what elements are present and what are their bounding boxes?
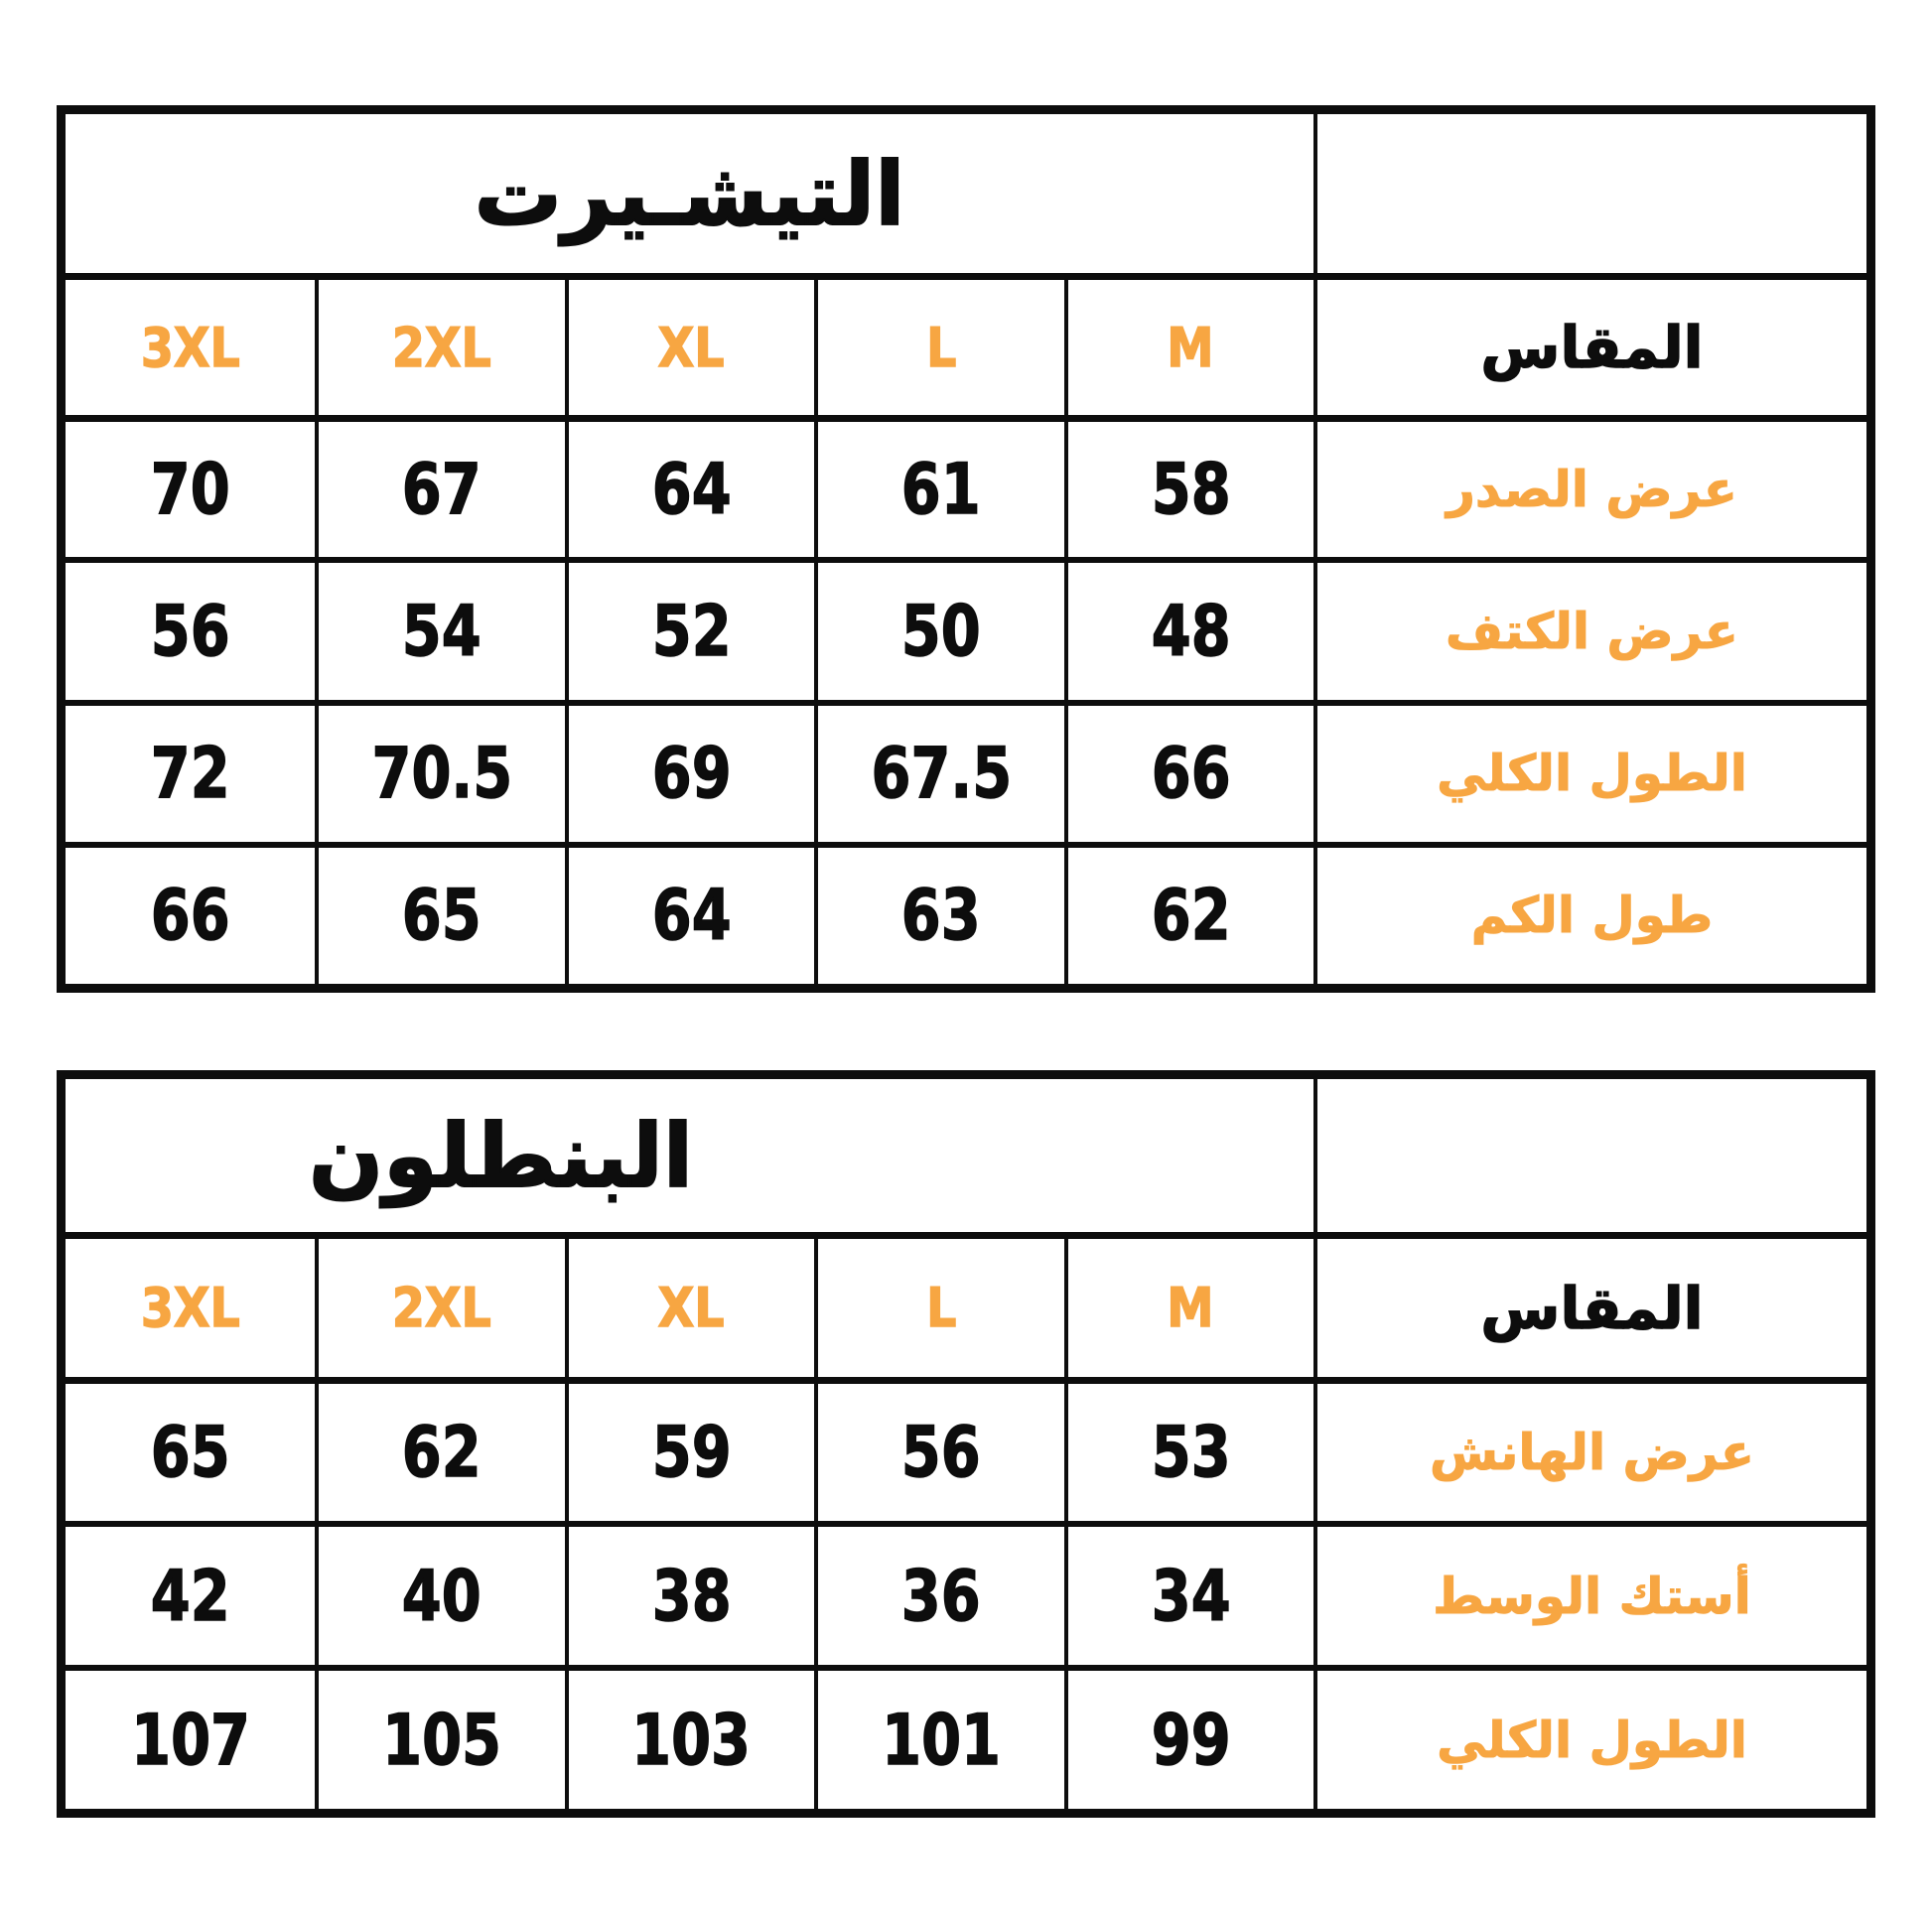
size-value-cell bbox=[1064, 557, 1313, 699]
size-value: 64 bbox=[651, 875, 732, 957]
size-value: 54 bbox=[402, 590, 483, 672]
size-value: 65 bbox=[150, 1412, 230, 1493]
measurement-label: أستك الوسط bbox=[1433, 1567, 1751, 1625]
size-value-cell bbox=[565, 842, 814, 984]
size-value-cell bbox=[1064, 842, 1313, 984]
size-header-text: M bbox=[1167, 1277, 1214, 1339]
pants-table-title: البنطلون bbox=[309, 1104, 693, 1207]
corner-label: المقاس bbox=[1480, 1274, 1704, 1342]
size-value-cell bbox=[66, 842, 315, 984]
size-value-cell bbox=[66, 1521, 315, 1665]
measurement-label: عرض الكتف bbox=[1446, 602, 1738, 660]
size-header-text: 2XL bbox=[392, 1277, 492, 1339]
pants-size-table bbox=[57, 1070, 1875, 1818]
size-value-cell bbox=[315, 842, 564, 984]
size-value-cell bbox=[315, 557, 564, 699]
size-value: 65 bbox=[402, 875, 483, 957]
size-header-text: L bbox=[925, 316, 957, 379]
size-value-cell bbox=[565, 1665, 814, 1809]
size-value-cell bbox=[315, 1377, 564, 1521]
size-value: 42 bbox=[150, 1555, 230, 1637]
size-value-cell bbox=[814, 1377, 1063, 1521]
size-value-cell bbox=[565, 1377, 814, 1521]
size-header-text: 3XL bbox=[140, 1277, 240, 1339]
tshirt-table-title-cell bbox=[66, 114, 1313, 273]
tshirt-table-title: التيشـيرت bbox=[474, 142, 905, 245]
size-value: 66 bbox=[150, 875, 230, 957]
size-value: 69 bbox=[651, 733, 732, 815]
size-value: 34 bbox=[1151, 1555, 1231, 1637]
size-value: 66 bbox=[1151, 733, 1231, 815]
measurement-label: عرض الهانش bbox=[1429, 1424, 1755, 1481]
size-value-cell bbox=[66, 1377, 315, 1521]
size-value-cell bbox=[1064, 415, 1313, 557]
size-value: 64 bbox=[651, 449, 732, 531]
tshirt-corner-label-cell bbox=[1313, 273, 1866, 415]
size-value-cell bbox=[1064, 700, 1313, 842]
measurement-label-cell bbox=[1313, 700, 1866, 842]
size-header-text: M bbox=[1167, 316, 1214, 379]
pants-size-header-m bbox=[1064, 1232, 1313, 1377]
size-value-cell bbox=[565, 700, 814, 842]
size-value-cell bbox=[1064, 1377, 1313, 1521]
measurement-label: الطول الكلي bbox=[1437, 1711, 1747, 1769]
size-value-cell bbox=[814, 1521, 1063, 1665]
pants-size-header-l bbox=[814, 1232, 1063, 1377]
size-value: 52 bbox=[651, 590, 732, 672]
tshirt-size-table bbox=[57, 105, 1875, 993]
size-value: 70.5 bbox=[371, 733, 512, 815]
size-value: 62 bbox=[1151, 875, 1231, 957]
size-value-cell bbox=[814, 557, 1063, 699]
size-value-cell bbox=[814, 842, 1063, 984]
size-value-cell bbox=[315, 700, 564, 842]
measurement-label-cell bbox=[1313, 415, 1866, 557]
size-value-cell bbox=[315, 1521, 564, 1665]
measurement-label: الطول الكلي bbox=[1437, 745, 1747, 803]
size-value-cell bbox=[814, 700, 1063, 842]
size-value-cell bbox=[1064, 1521, 1313, 1665]
size-value: 107 bbox=[130, 1699, 250, 1781]
pants-size-header-xl bbox=[565, 1232, 814, 1377]
size-value-cell bbox=[814, 1665, 1063, 1809]
size-header-text: 3XL bbox=[140, 316, 240, 379]
size-value: 101 bbox=[881, 1699, 1001, 1781]
size-value: 56 bbox=[900, 1412, 981, 1493]
pants-size-header-3xl bbox=[66, 1232, 315, 1377]
measurement-label-cell bbox=[1313, 1665, 1866, 1809]
size-value: 99 bbox=[1151, 1699, 1231, 1781]
size-header-text: L bbox=[925, 1277, 957, 1339]
pants-empty-corner-cell bbox=[1313, 1079, 1866, 1232]
pants-table-title-cell bbox=[66, 1079, 1313, 1232]
corner-label: المقاس bbox=[1480, 314, 1704, 381]
size-value: 50 bbox=[900, 590, 981, 672]
size-value: 67 bbox=[402, 449, 483, 531]
tshirt-size-header-3xl bbox=[66, 273, 315, 415]
size-value-cell bbox=[66, 1665, 315, 1809]
tshirt-size-header-2xl bbox=[315, 273, 564, 415]
tshirt-size-header-m bbox=[1064, 273, 1313, 415]
size-header-text: 2XL bbox=[392, 316, 492, 379]
size-value: 58 bbox=[1151, 449, 1231, 531]
size-value: 40 bbox=[402, 1555, 483, 1637]
measurement-label-cell bbox=[1313, 842, 1866, 984]
size-value: 103 bbox=[631, 1699, 752, 1781]
pants-size-header-2xl bbox=[315, 1232, 564, 1377]
size-header-text: XL bbox=[658, 1277, 725, 1339]
tshirt-empty-corner-cell bbox=[1313, 114, 1866, 273]
size-value-cell bbox=[66, 557, 315, 699]
size-value: 105 bbox=[382, 1699, 502, 1781]
measurement-label-cell bbox=[1313, 1521, 1866, 1665]
measurement-label: طول الكم bbox=[1470, 887, 1714, 945]
size-value: 62 bbox=[402, 1412, 483, 1493]
measurement-label-cell bbox=[1313, 1377, 1866, 1521]
measurement-label: عرض الصدر bbox=[1447, 461, 1737, 519]
size-value: 61 bbox=[900, 449, 981, 531]
size-value: 56 bbox=[150, 590, 230, 672]
measurement-label-cell bbox=[1313, 557, 1866, 699]
size-value-cell bbox=[814, 415, 1063, 557]
size-value: 36 bbox=[900, 1555, 981, 1637]
size-value: 72 bbox=[150, 733, 230, 815]
size-value-cell bbox=[565, 1521, 814, 1665]
pants-corner-label-cell bbox=[1313, 1232, 1866, 1377]
size-value-cell bbox=[66, 700, 315, 842]
size-value-cell bbox=[565, 557, 814, 699]
size-value-cell bbox=[66, 415, 315, 557]
size-value-cell bbox=[315, 1665, 564, 1809]
size-value: 67.5 bbox=[871, 733, 1012, 815]
size-value: 48 bbox=[1151, 590, 1231, 672]
tshirt-size-header-xl bbox=[565, 273, 814, 415]
size-value: 59 bbox=[651, 1412, 732, 1493]
size-value-cell bbox=[1064, 1665, 1313, 1809]
size-value-cell bbox=[315, 415, 564, 557]
size-value-cell bbox=[565, 415, 814, 557]
size-value: 38 bbox=[651, 1555, 732, 1637]
size-header-text: XL bbox=[658, 316, 725, 379]
size-value: 70 bbox=[150, 449, 230, 531]
size-value: 53 bbox=[1151, 1412, 1231, 1493]
tshirt-size-header-l bbox=[814, 273, 1063, 415]
size-value: 63 bbox=[900, 875, 981, 957]
